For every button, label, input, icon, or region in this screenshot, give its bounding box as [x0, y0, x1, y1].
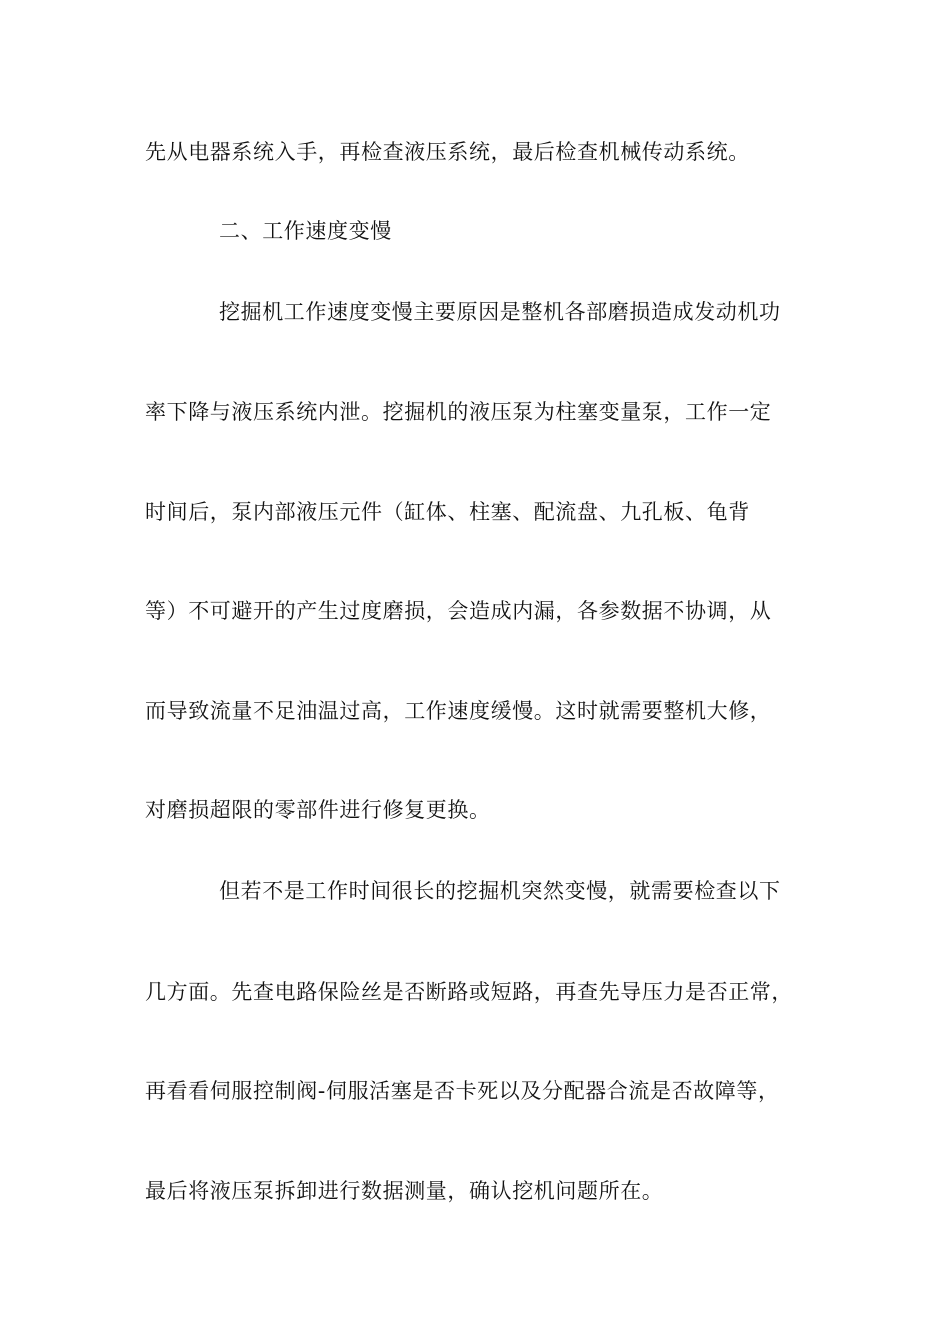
- text-line: 时间后，泵内部液压元件（缸体、柱塞、配流盘、九孔板、龟背: [145, 500, 750, 524]
- section-heading: 二、工作速度变慢: [219, 219, 392, 243]
- text-line: 等）不可避开的产生过度磨损，会造成内漏，各参数据不协调，从: [145, 599, 772, 623]
- text-line: 再看看伺服控制阀-伺服活塞是否卡死以及分配器合流是否故障等，: [145, 1079, 780, 1103]
- text-line: 对磨损超限的零部件进行修复更换。: [145, 798, 491, 822]
- text-line: 几方面。先查电路保险丝是否断路或短路，再查先导压力是否正常，: [145, 980, 793, 1004]
- text-line: 率下降与液压系统内泄。挖掘机的液压泵为柱塞变量泵，工作一定: [145, 400, 772, 424]
- text-line: 而导致流量不足油温过高，工作速度缓慢。这时就需要整机大修，: [145, 699, 772, 723]
- text-line: 但若不是工作时间很长的挖掘机突然变慢，就需要检查以下: [219, 879, 781, 903]
- text-line: 挖掘机工作速度变慢主要原因是整机各部磨损造成发动机功: [219, 300, 781, 324]
- text-line: 先从电器系统入手，再检查液压系统，最后检查机械传动系统。: [145, 140, 750, 164]
- text-line: 最后将液压泵拆卸进行数据测量，确认挖机问题所在。: [145, 1179, 664, 1203]
